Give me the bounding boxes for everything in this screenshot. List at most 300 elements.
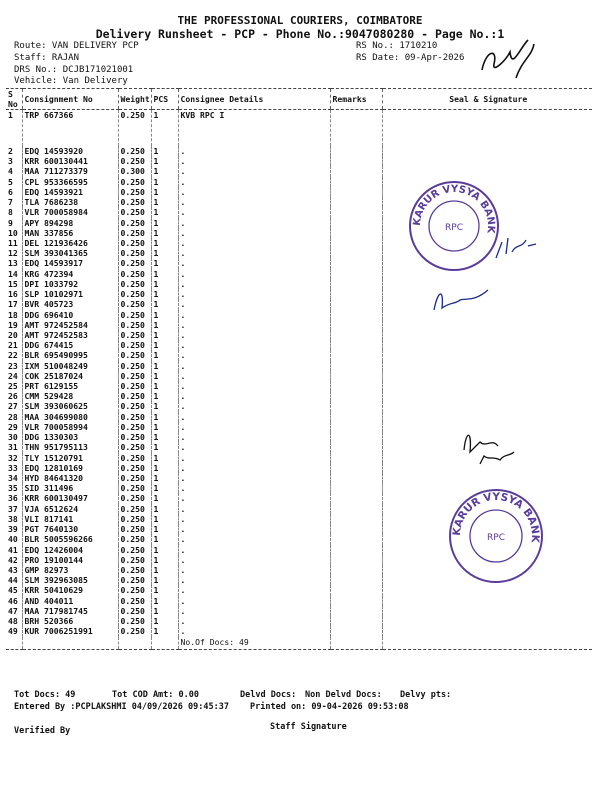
row-sno: 21 <box>8 340 18 351</box>
row-consignment-no: BLR 695490995 <box>22 350 118 360</box>
row-consignee: . <box>178 156 330 166</box>
row-consignee: . <box>178 381 330 391</box>
row-consignment-no: VLR 700058984 <box>22 207 118 217</box>
row-sno: 24 <box>8 370 18 381</box>
row-consignment-no: BVR 405723 <box>22 299 118 309</box>
row-consignment-no: SLM 393041365 <box>22 248 118 258</box>
row-sno: 23 <box>8 360 18 371</box>
row-seal-signature <box>382 596 592 606</box>
row-sno: 15 <box>8 278 18 289</box>
row-sno: 9 <box>8 217 13 228</box>
row-remarks <box>330 422 382 432</box>
drs-no-label: DRS No.: DCJB171021001 <box>14 65 134 75</box>
row-sno: 36 <box>8 493 18 504</box>
table-row <box>6 197 592 207</box>
row-sno: 40 <box>8 534 18 545</box>
row-consignment-no: DPI 1033792 <box>22 279 118 289</box>
tot-docs: Tot Docs: 49 <box>14 690 76 700</box>
row-consignee: . <box>178 401 330 411</box>
row-weight: 0.250 <box>118 258 151 268</box>
row-sno: 1 <box>8 110 13 120</box>
row-weight: 0.250 <box>118 361 151 371</box>
row-weight: 0.250 <box>118 350 151 360</box>
row-pcs: 1 <box>151 504 178 514</box>
row-consignee: . <box>178 228 330 238</box>
row-consignment-no: KUR 7006251991 <box>22 626 118 636</box>
row-consignment-no: MAA 711273379 <box>22 166 118 176</box>
handwritten-signature-1 <box>492 224 542 264</box>
row-consignment-no: SID 311496 <box>22 483 118 493</box>
table-row <box>6 401 592 411</box>
row-consignee: . <box>178 320 330 330</box>
row-remarks <box>330 320 382 330</box>
row-pcs: 1 <box>151 534 178 544</box>
row-pcs: 1 <box>151 391 178 401</box>
row-sno: 18 <box>8 309 18 320</box>
row-consignment-no: EDQ 14593917 <box>22 258 118 268</box>
delvd-docs: Delvd Docs: <box>240 690 297 700</box>
row-consignment-no: DEL 121936426 <box>22 238 118 248</box>
row-consignment-no: SLM 392963085 <box>22 575 118 585</box>
row-pcs: 1 <box>151 401 178 411</box>
row-consignee: . <box>178 606 330 616</box>
row-weight: 0.250 <box>118 412 151 422</box>
row-sno: 16 <box>8 289 18 300</box>
row-remarks <box>330 606 382 616</box>
row-consignee: . <box>178 248 330 258</box>
row-consignee: . <box>178 565 330 575</box>
row-pcs: 1 <box>151 453 178 463</box>
row-consignee: . <box>178 596 330 606</box>
table-row <box>6 381 592 391</box>
row-sno: 41 <box>8 544 18 555</box>
row-sno: 10 <box>8 227 18 238</box>
row-remarks <box>330 534 382 544</box>
row-weight: 0.250 <box>118 218 151 228</box>
entered-by: Entered By :PCPLAKSHMI 04/09/2026 09:45:37 <box>14 702 229 712</box>
row-remarks <box>330 269 382 279</box>
row-weight: 0.250 <box>118 228 151 238</box>
row-pcs: 1 <box>151 463 178 473</box>
row-pcs: 1 <box>151 483 178 493</box>
row-remarks <box>330 616 382 626</box>
row-remarks <box>330 626 382 636</box>
row-weight: 0.250 <box>118 330 151 340</box>
verified-by: Verified By <box>14 726 71 736</box>
row-seal-signature <box>382 371 592 381</box>
col-pcs: PCS <box>151 89 178 110</box>
row-consignee: . <box>178 310 330 320</box>
table-row <box>6 289 592 299</box>
row-sno: 37 <box>8 503 18 514</box>
row-weight: 0.250 <box>118 596 151 606</box>
row-consignment-no: AMT 972452584 <box>22 320 118 330</box>
row-weight: 0.250 <box>118 504 151 514</box>
row-remarks <box>330 228 382 238</box>
row-pcs: 1 <box>151 555 178 565</box>
row-weight: 0.250 <box>118 493 151 503</box>
row-sno: 44 <box>8 575 18 586</box>
row-remarks <box>330 504 382 514</box>
row-consignee: . <box>178 473 330 483</box>
row-consignee: . <box>178 514 330 524</box>
row-consignment-no: EDQ 14593920 <box>22 146 118 156</box>
row-consignment-no: TLY 15120791 <box>22 453 118 463</box>
row-seal-signature <box>382 156 592 166</box>
row-remarks <box>330 146 382 156</box>
table-row <box>6 596 592 606</box>
row-consignment-no: PRT 6129155 <box>22 381 118 391</box>
row-consignee: . <box>178 289 330 299</box>
row-sno: 2 <box>8 146 13 156</box>
row-remarks <box>330 575 382 585</box>
row-pcs: 1 <box>151 238 178 248</box>
table-row <box>6 330 592 340</box>
row-weight: 0.250 <box>118 207 151 217</box>
row-sno: 20 <box>8 329 18 340</box>
table-row <box>6 207 592 217</box>
row-sno: 5 <box>8 176 13 187</box>
row-weight: 0.250 <box>118 422 151 432</box>
row-remarks <box>330 258 382 268</box>
row-weight: 0.250 <box>118 289 151 299</box>
row-consignment-no: KRG 472394 <box>22 269 118 279</box>
table-row <box>6 279 592 289</box>
row-weight: 0.250 <box>118 320 151 330</box>
row-sno: 27 <box>8 401 18 412</box>
row-sno: 35 <box>8 483 18 494</box>
table-row <box>6 371 592 381</box>
row-weight: 0.250 <box>118 177 151 187</box>
row-consignment-no: EDQ 12810169 <box>22 463 118 473</box>
row-consignment-no: VLR 700058994 <box>22 422 118 432</box>
row-remarks <box>330 565 382 575</box>
row-weight: 0.250 <box>118 606 151 616</box>
table-row <box>6 269 592 279</box>
row-weight: 0.250 <box>118 340 151 350</box>
row-remarks <box>330 310 382 320</box>
row-weight: 0.250 <box>118 238 151 248</box>
row-consignment-no: MAN 337856 <box>22 228 118 238</box>
row-consignee: . <box>178 432 330 442</box>
row-consignee: . <box>178 258 330 268</box>
row-sno: 46 <box>8 595 18 606</box>
row-consignee: . <box>178 626 330 636</box>
col-weight: Weight <box>118 89 151 110</box>
tot-cod-amt: Tot COD Amt: 0.00 <box>112 690 199 700</box>
row-seal-signature <box>382 626 592 636</box>
row-remarks <box>330 401 382 411</box>
row-seal-signature <box>382 350 592 360</box>
row-sno: 39 <box>8 524 18 535</box>
row-pcs: 1 <box>151 596 178 606</box>
row-consignee: . <box>178 350 330 360</box>
row-sno: 7 <box>8 197 13 208</box>
row-remarks <box>330 493 382 503</box>
row-consignment-no: APY 894298 <box>22 218 118 228</box>
row-consignee: . <box>178 207 330 217</box>
handwritten-signature-2 <box>430 280 494 320</box>
row-sno: 43 <box>8 564 18 575</box>
row-consignment-no: EDQ 12426004 <box>22 545 118 555</box>
row-weight: 0.250 <box>118 310 151 320</box>
row-consignment-no: PGT 7640130 <box>22 524 118 534</box>
row-sno: 12 <box>8 248 18 259</box>
row-consignee: . <box>178 177 330 187</box>
row-seal-signature <box>382 330 592 340</box>
row-remarks <box>330 350 382 360</box>
row-remarks <box>330 248 382 258</box>
row-consignee: . <box>178 218 330 228</box>
row-consignment-no: DDG 1330303 <box>22 432 118 442</box>
row-sno: 22 <box>8 350 18 361</box>
row-weight: 0.250 <box>118 555 151 565</box>
table-row <box>6 626 592 636</box>
row-consignment-no: HYD 84641320 <box>22 473 118 483</box>
table-row <box>6 187 592 197</box>
row-consignment-no: BLR 5005596266 <box>22 534 118 544</box>
row-weight: 0.250 <box>118 565 151 575</box>
row-pcs: 1 <box>151 442 178 452</box>
row-consignee: . <box>178 524 330 534</box>
row-remarks <box>330 473 382 483</box>
row-pcs: 1 <box>151 514 178 524</box>
row-consignment-no: VLI 817141 <box>22 514 118 524</box>
row-pcs: 1 <box>151 585 178 595</box>
row-seal-signature <box>382 340 592 350</box>
row-weight: 0.250 <box>118 146 151 156</box>
row-remarks <box>330 555 382 565</box>
row-pcs: 1 <box>151 110 178 147</box>
row-weight: 0.250 <box>118 453 151 463</box>
row-pcs: 1 <box>151 228 178 238</box>
table-row <box>6 350 592 360</box>
row-remarks <box>330 330 382 340</box>
row-consignee: . <box>178 616 330 626</box>
row-consignee: . <box>178 493 330 503</box>
row-sno: 48 <box>8 616 18 627</box>
row-consignment-no: MAA 717981745 <box>22 606 118 616</box>
row-pcs: 1 <box>151 248 178 258</box>
row-pcs: 1 <box>151 310 178 320</box>
row-weight: 0.250 <box>118 432 151 442</box>
row-remarks <box>330 524 382 534</box>
row-sno: 13 <box>8 258 18 269</box>
row-remarks <box>330 585 382 595</box>
row-consignment-no: KRR 600130497 <box>22 493 118 503</box>
table-row <box>6 156 592 166</box>
row-consignee: . <box>178 504 330 514</box>
printed-on: Printed on: 09-04-2026 09:53:08 <box>250 702 409 712</box>
row-sno: 3 <box>8 156 13 167</box>
row-pcs: 1 <box>151 156 178 166</box>
row-pcs: 1 <box>151 177 178 187</box>
row-consignment-no: COK 25187024 <box>22 371 118 381</box>
row-seal-signature <box>382 110 592 147</box>
table-row <box>6 177 592 187</box>
row-weight: 0.250 <box>118 279 151 289</box>
row-remarks <box>330 463 382 473</box>
row-sno: 6 <box>8 186 13 197</box>
row-sno: 4 <box>8 166 13 177</box>
row-sno: 25 <box>8 381 18 392</box>
staff-signature: Staff Signature <box>270 722 347 732</box>
row-consignment-no: EDQ 14593921 <box>22 187 118 197</box>
row-pcs: 1 <box>151 432 178 442</box>
row-remarks <box>330 340 382 350</box>
row-remarks <box>330 177 382 187</box>
row-consignee: . <box>178 442 330 452</box>
row-remarks <box>330 442 382 452</box>
row-seal-signature <box>382 616 592 626</box>
row-weight: 0.250 <box>118 269 151 279</box>
row-weight: 0.300 <box>118 166 151 176</box>
row-pcs: 1 <box>151 616 178 626</box>
row-weight: 0.250 <box>118 248 151 258</box>
row-sno: 42 <box>8 554 18 565</box>
row-weight: 0.250 <box>118 616 151 626</box>
row-weight: 0.250 <box>118 483 151 493</box>
bank-seal-stamp-2 <box>446 486 546 586</box>
row-sno: 28 <box>8 411 18 422</box>
row-seal-signature <box>382 166 592 176</box>
row-weight: 0.250 <box>118 534 151 544</box>
row-pcs: 1 <box>151 258 178 268</box>
table-row <box>6 110 592 147</box>
row-seal-signature <box>382 585 592 595</box>
row-pcs: 1 <box>151 289 178 299</box>
row-consignment-no: TRP 667366 <box>22 110 118 147</box>
table-row <box>6 606 592 616</box>
row-remarks <box>330 166 382 176</box>
row-consignment-no: KRR 50410629 <box>22 585 118 595</box>
row-sno: 31 <box>8 442 18 453</box>
row-remarks <box>330 238 382 248</box>
row-consignee: . <box>178 534 330 544</box>
row-pcs: 1 <box>151 565 178 575</box>
row-pcs: 1 <box>151 412 178 422</box>
row-consignment-no: AMT 972452583 <box>22 330 118 340</box>
rs-no-label: RS No.: 1710210 <box>356 41 438 51</box>
row-remarks <box>330 289 382 299</box>
row-pcs: 1 <box>151 166 178 176</box>
non-delvd-docs: Non Delvd Docs: <box>305 690 382 700</box>
row-consignee: . <box>178 463 330 473</box>
row-sno: 47 <box>8 605 18 616</box>
row-pcs: 1 <box>151 299 178 309</box>
row-sno: 49 <box>8 626 18 637</box>
row-remarks <box>330 110 382 147</box>
row-weight: 0.250 <box>118 381 151 391</box>
row-consignment-no: DDG 696410 <box>22 310 118 320</box>
row-remarks <box>330 197 382 207</box>
table-header-row <box>6 89 592 110</box>
row-seal-signature <box>382 361 592 371</box>
row-consignment-no: GMP 82973 <box>22 565 118 575</box>
row-sno: 26 <box>8 391 18 402</box>
row-consignee: . <box>178 299 330 309</box>
col-remarks: Remarks <box>330 89 382 110</box>
row-remarks <box>330 371 382 381</box>
row-consignment-no: IXM 510048249 <box>22 361 118 371</box>
table-row <box>6 585 592 595</box>
row-consignment-no: SLP 10102971 <box>22 289 118 299</box>
row-remarks <box>330 207 382 217</box>
staff-label: Staff: RAJAN <box>14 53 80 63</box>
row-consignee: . <box>178 371 330 381</box>
row-seal-signature <box>382 146 592 156</box>
row-weight: 0.250 <box>118 187 151 197</box>
table-row <box>6 361 592 371</box>
row-pcs: 1 <box>151 473 178 483</box>
row-remarks <box>330 381 382 391</box>
row-remarks <box>330 432 382 442</box>
row-consignee: . <box>178 330 330 340</box>
row-pcs: 1 <box>151 575 178 585</box>
table-row <box>6 320 592 330</box>
row-pcs: 1 <box>151 422 178 432</box>
col-consignment: Consignment No <box>22 89 118 110</box>
row-weight: 0.250 <box>118 371 151 381</box>
row-weight: 0.250 <box>118 156 151 166</box>
row-consignee: . <box>178 197 330 207</box>
table-row <box>6 340 592 350</box>
row-consignee: . <box>178 483 330 493</box>
row-consignment-no: TLA 7686238 <box>22 197 118 207</box>
row-consignee: . <box>178 340 330 350</box>
row-consignee: . <box>178 412 330 422</box>
row-weight: 0.250 <box>118 626 151 636</box>
row-sno: 32 <box>8 452 18 463</box>
row-weight: 0.250 <box>118 110 151 147</box>
row-remarks <box>330 279 382 289</box>
stamp-bank-text: KARUR VYSYA BANK <box>411 183 497 234</box>
row-weight: 0.250 <box>118 463 151 473</box>
row-remarks <box>330 218 382 228</box>
row-pcs: 1 <box>151 350 178 360</box>
row-weight: 0.250 <box>118 585 151 595</box>
row-consignee: . <box>178 585 330 595</box>
row-sno: 11 <box>8 237 18 248</box>
row-pcs: 1 <box>151 187 178 197</box>
row-consignment-no: PRO 19100144 <box>22 555 118 565</box>
row-pcs: 1 <box>151 146 178 156</box>
row-remarks <box>330 299 382 309</box>
row-sno: 19 <box>8 319 18 330</box>
row-remarks <box>330 545 382 555</box>
stamp-center-text: RPC <box>445 223 463 233</box>
row-weight: 0.250 <box>118 524 151 534</box>
row-consignment-no: SLM 393060625 <box>22 401 118 411</box>
row-sno: 38 <box>8 513 18 524</box>
row-seal-signature <box>382 320 592 330</box>
delvy-pts: Delvy pts: <box>400 690 452 700</box>
row-consignee: . <box>178 269 330 279</box>
row-consignee: . <box>178 453 330 463</box>
row-sno: 14 <box>8 268 18 279</box>
table-row <box>6 616 592 626</box>
row-consignee: . <box>178 166 330 176</box>
row-consignee: . <box>178 187 330 197</box>
row-pcs: 1 <box>151 320 178 330</box>
table-row <box>6 391 592 401</box>
row-remarks <box>330 596 382 606</box>
row-remarks <box>330 361 382 371</box>
row-consignee: KVB RPC I <box>178 110 330 147</box>
stamp-center-text-2: RPC <box>487 533 505 543</box>
page-signature <box>476 30 540 90</box>
row-consignee: . <box>178 555 330 565</box>
